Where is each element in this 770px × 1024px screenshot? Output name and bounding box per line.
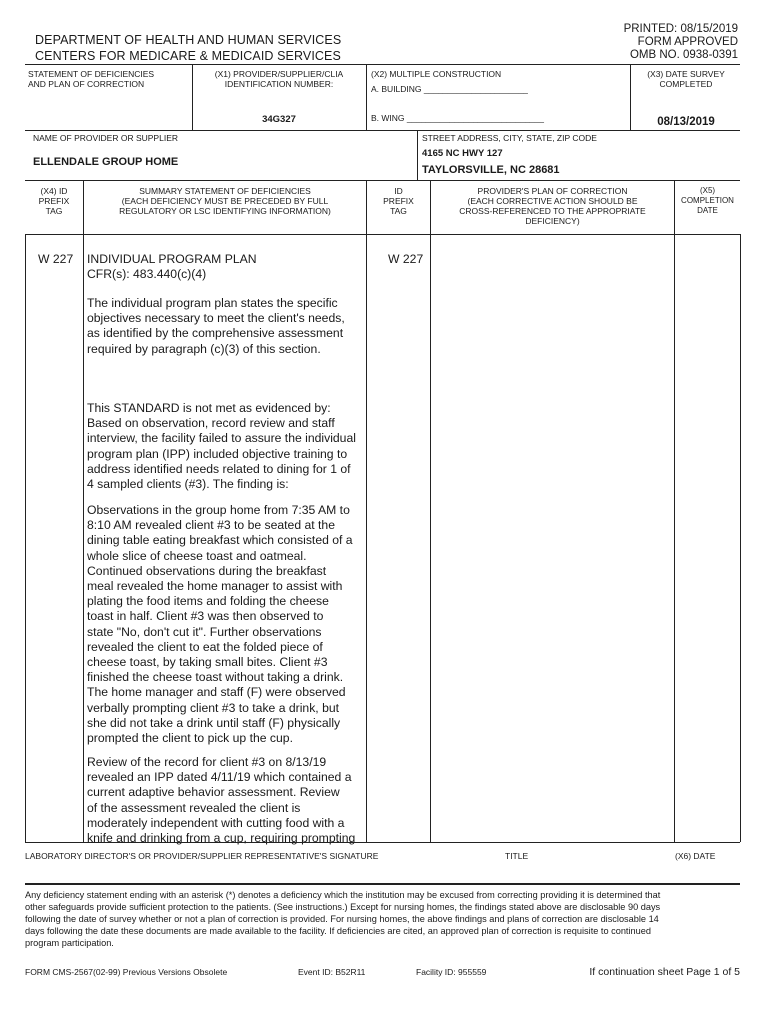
deficiency-title: INDIVIDUAL PROGRAM PLAN — [87, 252, 257, 266]
paragraph-observations: Observations in the group home from 7:35 AM to 8:10 AM revealed client #3 to be seated at the dining table eating breakfast which consisted of a whole slice of cheese toast and oatmeal. Continued observations during the breakfast meal revealed the home manager to assist with plating the food items and folding the cheese toast in half. Client #3 was then observed to state "No, don't cut it". Further observations revealed the client to eat the folded piece of cheese toast, by taking small bites. Client #3 finished the cheese toast without taking a drink. The home manager and staff (F) were observed verbally prompting client #3 to take a drink, but she did not take a drink until staff (F) physically prompted the client to pick up the cup. — [87, 503, 353, 746]
box-rule — [25, 130, 740, 131]
title-label: TITLE — [505, 851, 529, 861]
column-divider — [674, 180, 675, 842]
column-divider — [430, 180, 431, 842]
column-right-edge — [740, 234, 741, 842]
provider-name-value: ELLENDALE GROUP HOME — [33, 156, 179, 168]
wing-label: B. WING _____________________________ — [371, 113, 544, 123]
tag-left: W 227 — [38, 252, 74, 266]
box-top-rule — [25, 64, 740, 65]
deficiency-cfr: CFR(s): 483.440(c)(4) — [87, 267, 207, 281]
signature-bottom-rule — [25, 883, 740, 885]
x3-label: (X3) DATE SURVEY COMPLETED — [647, 69, 725, 89]
divider — [192, 64, 193, 130]
form-approved: FORM APPROVED — [637, 36, 738, 48]
printed-date: PRINTED: 08/15/2019 — [623, 23, 738, 35]
signature-label: LABORATORY DIRECTOR'S OR PROVIDER/SUPPLIER REPRESENTATIVE'S SIGNATURE — [25, 851, 379, 861]
address-line-1: 4165 NC HWY 127 — [422, 148, 503, 159]
box-rule — [25, 180, 740, 181]
column-left-edge — [25, 234, 26, 842]
plan-header: PROVIDER'S PLAN OF CORRECTION (EACH CORRECTIVE ACTION SHOULD BE CROSS-REFERENCED TO THE APPROPRIATE DEFICIENCY) — [459, 186, 646, 226]
x2-label: (X2) MULTIPLE CONSTRUCTION — [371, 69, 502, 79]
facility-id: Facility ID: 955559 — [416, 967, 487, 977]
provider-id-value: 34G327 — [262, 114, 296, 125]
id-header: ID PREFIX TAG — [383, 186, 414, 216]
survey-date-value: 08/13/2019 — [657, 116, 715, 128]
address-label: STREET ADDRESS, CITY, STATE, ZIP CODE — [422, 133, 597, 143]
dept-line-1: DEPARTMENT OF HEALTH AND HUMAN SERVICES — [35, 33, 342, 47]
divider — [630, 64, 631, 130]
tag-right: W 227 — [388, 252, 424, 266]
x4-header: (X4) ID PREFIX TAG — [38, 186, 70, 216]
summary-header: SUMMARY STATEMENT OF DEFICIENCIES (EACH DEFICIENCY MUST BE PRECEDED BY FULL REGULATORY OR LSC IDENTIFYING INFORMATION) — [119, 186, 331, 216]
continuation-page: If continuation sheet Page 1 of 5 — [589, 966, 740, 978]
disclaimer: Any deficiency statement ending with an asterisk (*) denotes a deficiency which the institution may be excused from correcting providing it is determined that other safeguards provide sufficient protection to the patients. (See instructions.) Except for nursing homes, the findings stated above are disclosable 90 days following the date of survey whether or not a plan of correction is provided. For nursing homes, the above findings and plans of correction are disclosable 14 days following the date these documents are made available to the facility. If deficiencies are cited, an approved plan of correction is requisite to continued program participation. — [25, 890, 661, 948]
paragraph-objectives: The individual program plan states the specific objectives necessary to meet the client's needs, as identified by the comprehensive assessment required by paragraph (c)(3) of this section. — [87, 296, 345, 356]
address-line-2: TAYLORSVILLE, NC 28681 — [422, 164, 560, 176]
divider — [366, 64, 367, 130]
provider-name-label: NAME OF PROVIDER OR SUPPLIER — [33, 133, 178, 143]
omb-number: OMB NO. 0938-0391 — [629, 49, 738, 61]
building-label: A. BUILDING ______________________ — [371, 84, 528, 94]
x1-label: (X1) PROVIDER/SUPPLIER/CLIA IDENTIFICATION NUMBER: — [214, 69, 344, 89]
paragraph-record-review: Review of the record for client #3 on 8/13/19 revealed an IPP dated 4/11/19 which contained a current adaptive behavior assessment. Review of the assessment revealed the client is moderately independent with cutting food with a knife and drinking from a cup, requiring prompting — [87, 755, 356, 846]
x6-date-label: (X6) DATE — [675, 851, 716, 861]
signature-rule — [25, 842, 740, 843]
x5-header: (X5) COMPLETION DATE — [681, 186, 734, 215]
divider — [417, 130, 418, 180]
paragraph-standard: This STANDARD is not met as evidenced by: Based on observation, record review and staff interview, the facility failed to assure the individual program plan (IPP) included objective training to address identified needs related to dining for 1 of 4 sampled clients (#3). The finding is: — [87, 401, 356, 492]
column-divider — [83, 180, 84, 842]
statement-label: STATEMENT OF DEFICIENCIES AND PLAN OF CORRECTION — [28, 69, 155, 89]
column-divider — [366, 180, 367, 842]
event-id: Event ID: B52R11 — [298, 967, 366, 977]
form-number: FORM CMS-2567(02-99) Previous Versions Obsolete — [25, 967, 228, 977]
column-header-rule — [25, 234, 740, 235]
dept-line-2: CENTERS FOR MEDICARE & MEDICAID SERVICES — [35, 49, 341, 63]
